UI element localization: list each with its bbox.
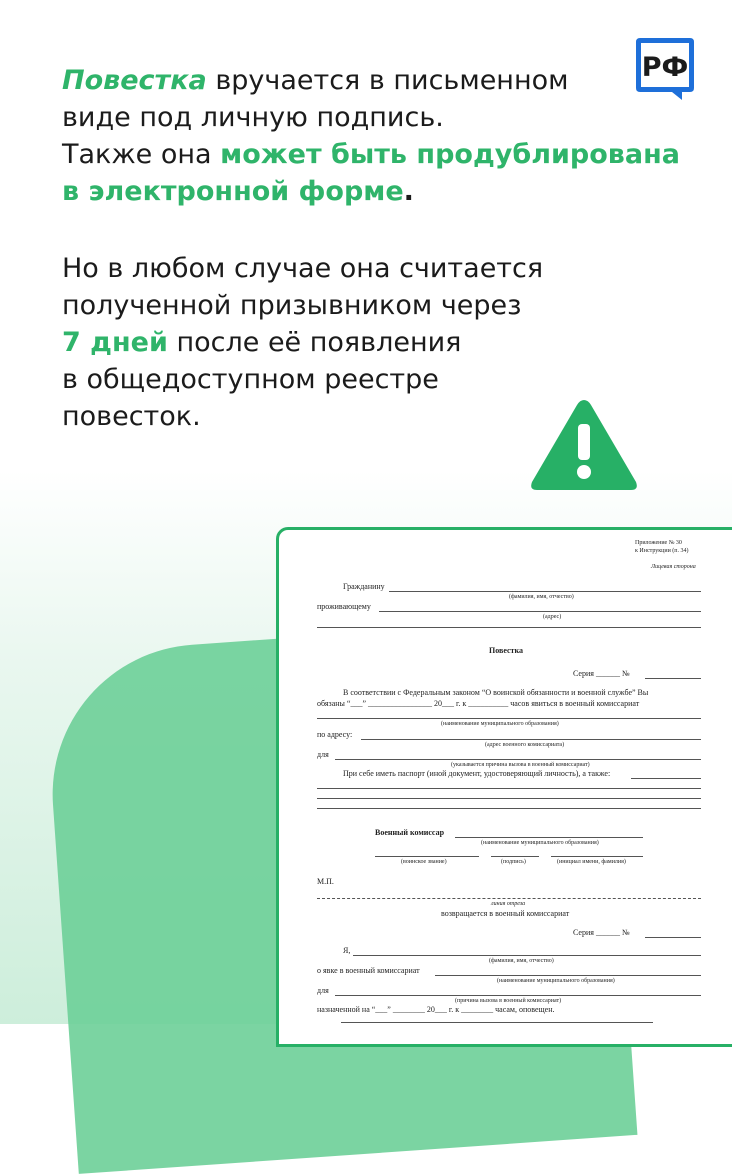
- summons-document: [276, 527, 732, 1047]
- sign-hint: (подпись): [501, 859, 526, 865]
- citizen-line: [389, 591, 701, 592]
- series-line: [645, 678, 701, 679]
- for-label: для: [317, 750, 329, 759]
- appendix-number: Приложение № 30: [635, 540, 682, 546]
- paragraph-delivery: [62, 62, 680, 210]
- text-line: виде под личную подпись.: [62, 102, 444, 133]
- reason-hint: (указывается причина вызова в военный комиссариат): [451, 762, 590, 768]
- appearance-label: о явке в военный комиссариат: [317, 966, 420, 975]
- for-label-2: для: [317, 986, 329, 995]
- document-title: Повестка: [489, 646, 523, 655]
- body-line-2: обязаны “___” ________________ 20___ г. к __________ часов явиться в военный комиссариат: [317, 699, 640, 708]
- assigned-line: назначенной на “___” ________ 20___ г. к ________ часам, оповещен.: [317, 1005, 555, 1014]
- initials-hint: (инициал имени, фамилия): [557, 859, 626, 865]
- text-segment: Также она: [62, 139, 221, 170]
- municipal-line: [317, 718, 701, 719]
- highlight-electronic: в электронной форме: [62, 176, 404, 207]
- municipal-hint-3: (наименование муниципального образования): [497, 978, 615, 984]
- kom-address-hint: (адрес военного комиссариата): [485, 742, 565, 748]
- passport-line: При себе иметь паспорт (иной документ, удостоверяющий личность), а также:: [343, 769, 611, 778]
- citizen-label: Гражданину: [343, 582, 385, 591]
- series-label-2: Серия ______ №: [573, 928, 630, 937]
- initials-line: [551, 856, 643, 857]
- living-label: проживающему: [317, 602, 371, 611]
- final-line: [341, 1022, 653, 1023]
- warning-triangle-icon: [528, 396, 640, 494]
- returns-label: возвращается в военный комиссариат: [441, 909, 570, 918]
- i-line: [353, 955, 701, 956]
- text-line: в общедоступном реестре: [62, 364, 439, 395]
- sign-line: [491, 856, 539, 857]
- body-line-1: В соответствии с Федеральным законом “О воинской обязанности и военной службе” Вы: [343, 688, 649, 697]
- side-label: Лицевая сторона: [651, 564, 696, 570]
- cut-line: [317, 898, 701, 899]
- commissar-line: [455, 837, 643, 838]
- cut-line-label: линия отреза: [491, 901, 526, 907]
- address-hint: (адрес): [543, 614, 562, 620]
- reason-line: [335, 759, 701, 760]
- passport-extra-line: [631, 778, 701, 779]
- i-label: Я,: [343, 946, 351, 955]
- fio-hint: (фамилия, имя, отчество): [509, 594, 574, 600]
- series-label: Серия ______ №: [573, 669, 630, 678]
- rank-hint: (воинское звание): [401, 859, 447, 865]
- paragraph-received: [62, 250, 543, 435]
- municipal-hint: (наименование муниципального образования): [441, 721, 559, 727]
- reason-hint-2: (причина вызова в военный комиссариат): [455, 998, 562, 1004]
- rank-line: [375, 856, 479, 857]
- series-line-2: [645, 937, 701, 938]
- text-line: Но в любом случае она считается: [62, 253, 544, 284]
- appearance-line: [435, 975, 701, 976]
- appendix-reference: к Инструкции (п. 34): [635, 548, 689, 554]
- address-line: [317, 627, 701, 628]
- living-line: [379, 611, 701, 612]
- rf-logo-text: РФ: [641, 52, 689, 83]
- mp-label: М.П.: [317, 877, 334, 886]
- kom-address-line: [361, 739, 701, 740]
- address-label: по адресу:: [317, 730, 353, 739]
- highlight-povestka: Повестка: [62, 65, 207, 96]
- blank-line-3: [317, 808, 701, 809]
- highlight-duplicated: может быть продублирована: [220, 139, 680, 170]
- text-segment: .: [403, 176, 414, 207]
- blank-line-1: [317, 788, 701, 789]
- text-line: полученной призывником через: [62, 290, 522, 321]
- commissar-label: Военный комиссар: [375, 828, 445, 837]
- text-line: повесток.: [62, 401, 201, 432]
- reason-line-2: [335, 995, 701, 996]
- text-segment: вручается в письменном: [206, 65, 569, 96]
- text-segment: после её появления: [167, 327, 462, 358]
- municipal-hint-2: (наименование муниципального образования): [481, 840, 599, 846]
- blank-line-2: [317, 798, 701, 799]
- fio-hint-2: (фамилия, имя, отчество): [489, 958, 554, 964]
- highlight-seven-days: 7 дней: [62, 327, 168, 358]
